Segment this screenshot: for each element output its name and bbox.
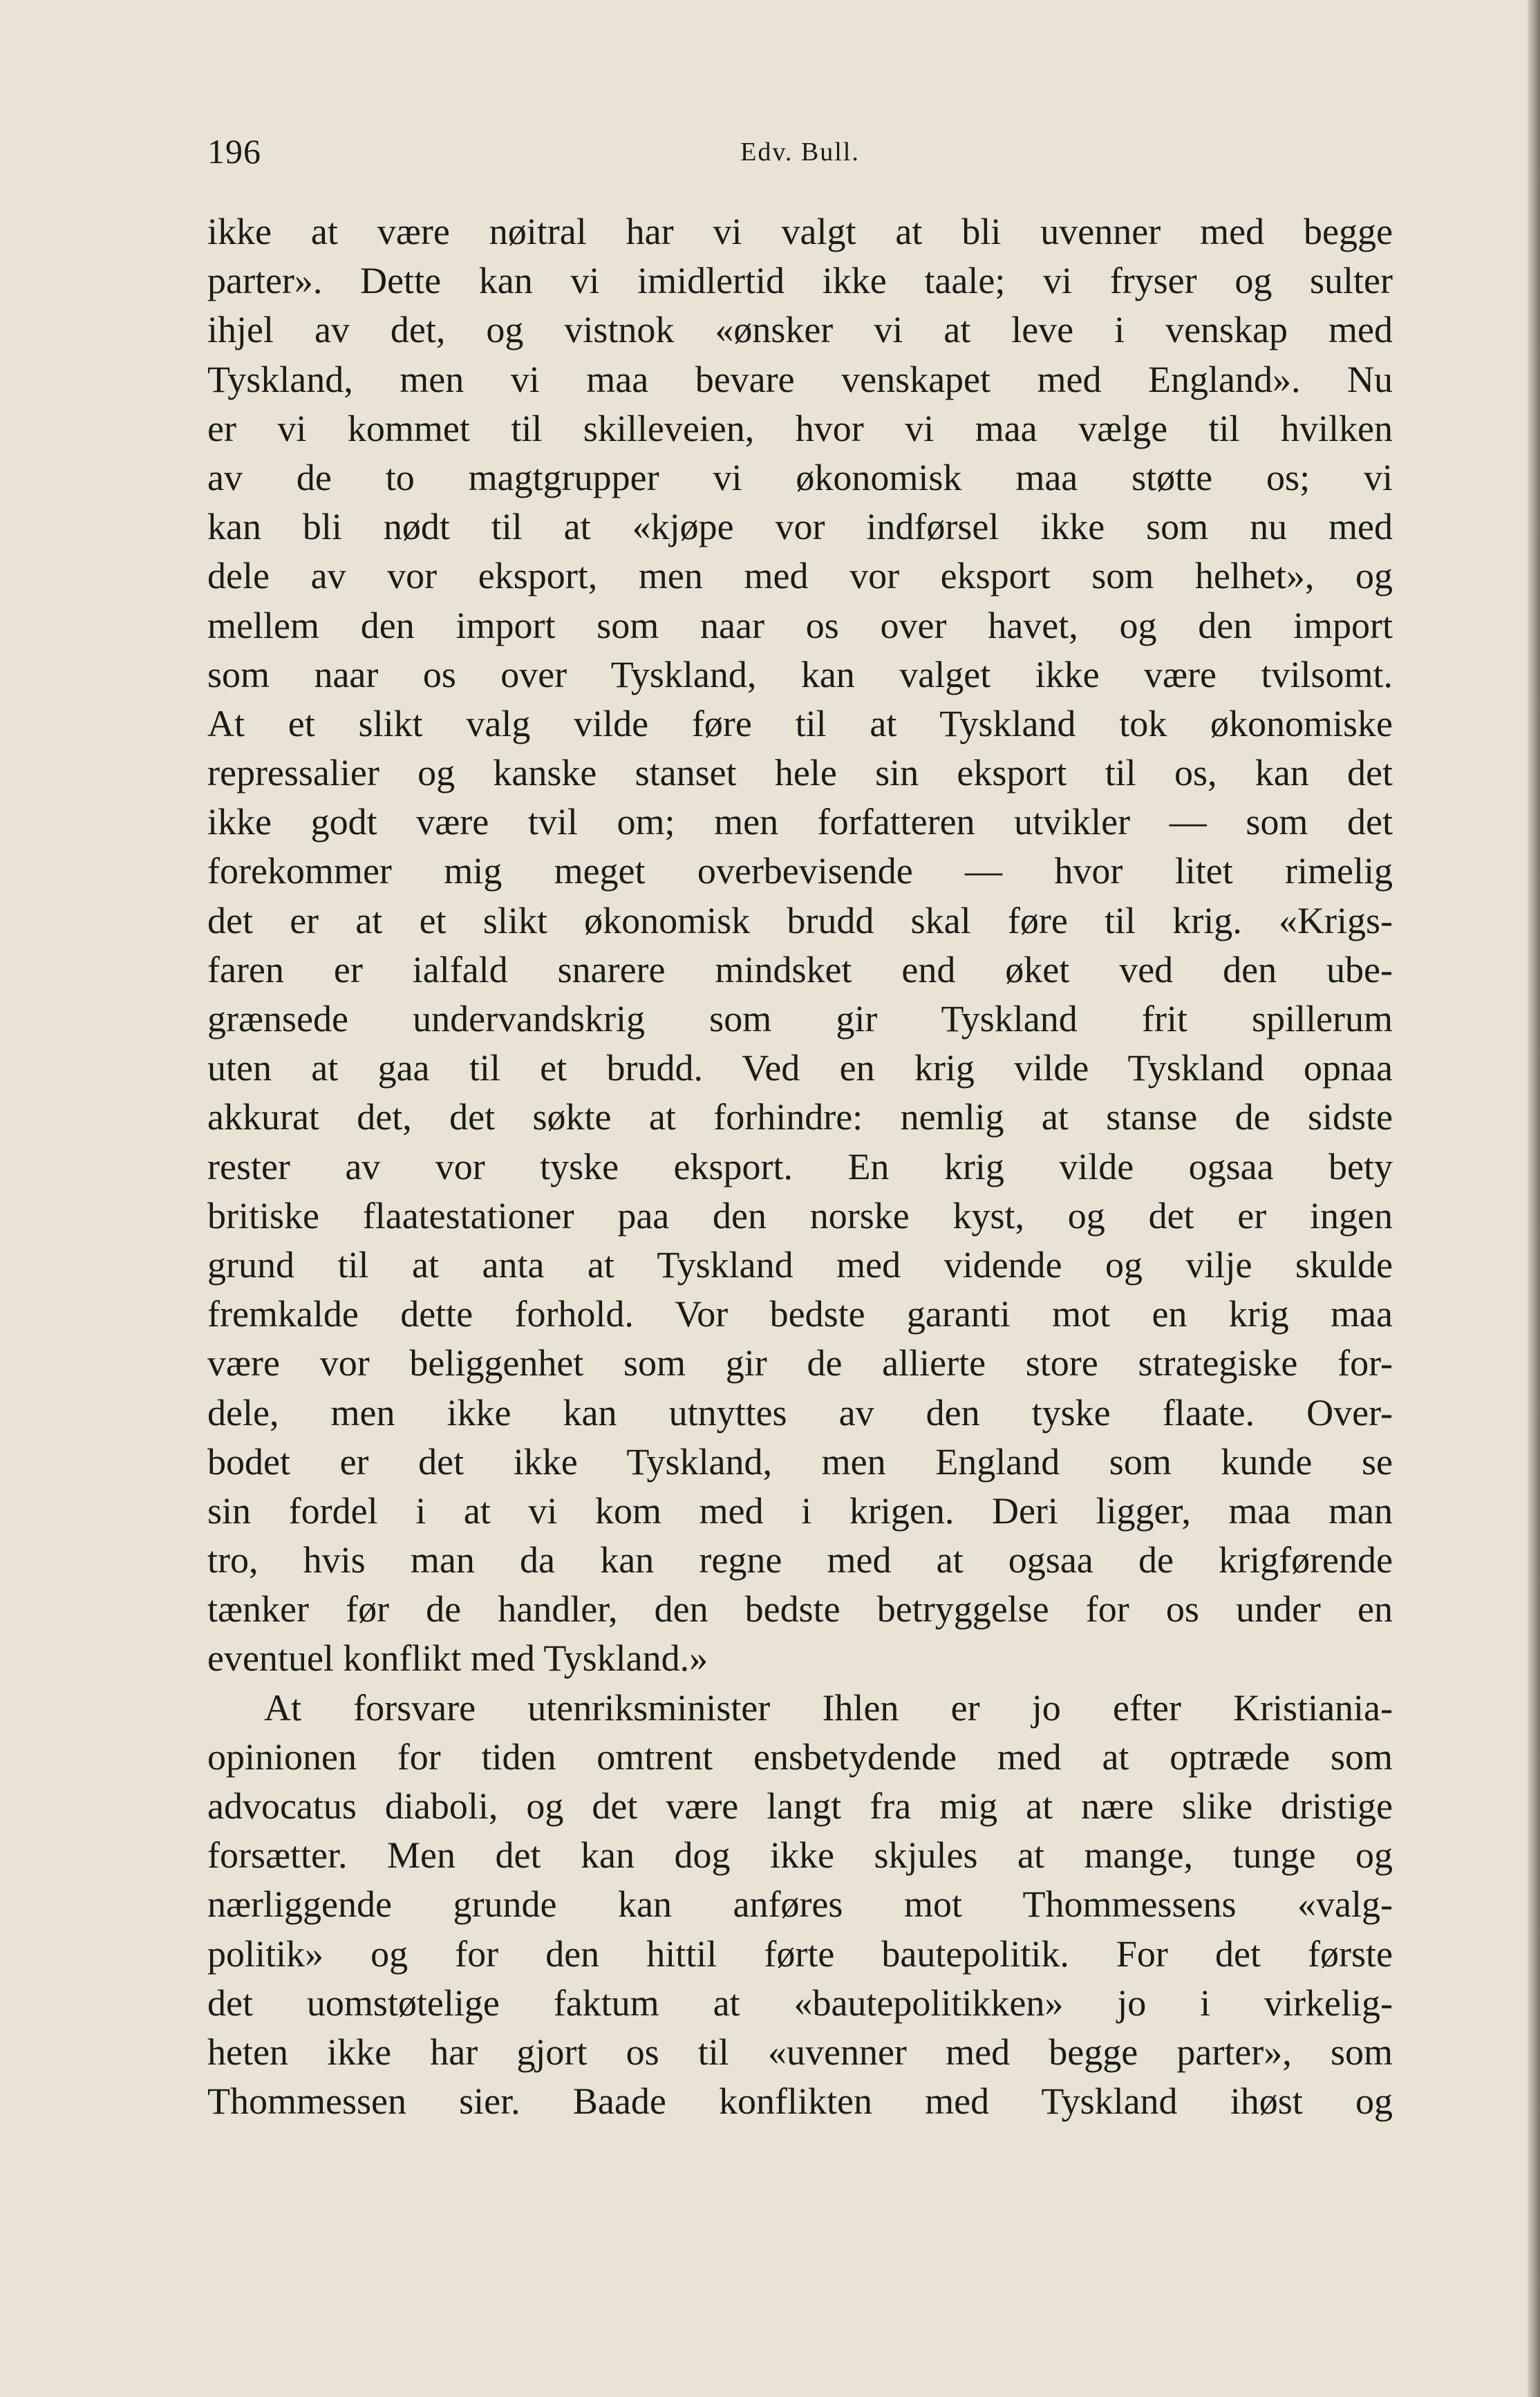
text-line: Thommessen sier. Baade konflikten med Tyskland ihøst og bbox=[207, 2080, 1393, 2123]
text-line: advocatus diaboli, og det være langt fra mig at nære slike dristige bbox=[207, 1785, 1393, 1827]
text-line: tænker før de handler, den bedste betryggelse for os under en bbox=[207, 1588, 1393, 1630]
text-line: være vor beliggenhet som gir de allierte store strategiske for- bbox=[207, 1342, 1393, 1384]
running-head bbox=[207, 131, 1393, 180]
text-line: av de to magtgrupper vi økonomisk maa støtte os; vi bbox=[207, 456, 1393, 498]
text-line: det er at et slikt økonomisk brudd skal føre til krig. «Krigs- bbox=[207, 899, 1393, 941]
text-line: politik» og for den hittil førte bautepolitik. For det første bbox=[207, 1933, 1393, 1975]
text-line: fremkalde dette forhold. Vor bedste garanti mot en krig maa bbox=[207, 1293, 1393, 1335]
text-line: kan bli nødt til at «kjøpe vor indførsel ikke som nu med bbox=[207, 506, 1393, 548]
text-line: ikke godt være tvil om; men forfatteren utvikler — som det bbox=[207, 801, 1393, 843]
text-line: uten at gaa til et brudd. Ved en krig vilde Tyskland opnaa bbox=[207, 1047, 1393, 1089]
text-line: som naar os over Tyskland, kan valget ikke være tvilsomt. bbox=[207, 653, 1393, 695]
text-line: faren er ialfald snarere mindsket end øket ved den ube- bbox=[207, 948, 1393, 990]
text-line: nærliggende grunde kan anføres mot Thommessens «valg- bbox=[207, 1883, 1393, 1926]
text-line: er vi kommet til skilleveien, hvor vi maa vælge til hvilken bbox=[207, 407, 1393, 449]
text-line: parter». Dette kan vi imidlertid ikke taale; vi fryser og sulter bbox=[207, 260, 1393, 302]
text-line: det uomstøtelige faktum at «bautepolitikken» jo i virkelig- bbox=[207, 1982, 1393, 2024]
text-line: mellem den import som naar os over havet, og den import bbox=[207, 604, 1393, 646]
text-line: bodet er det ikke Tyskland, men England som kunde se bbox=[207, 1440, 1393, 1483]
text-line: ikke at være nøitral har vi valgt at bli uvenner med begge bbox=[207, 211, 1393, 252]
text-line: dele av vor eksport, men med vor eksport som helhet», og bbox=[207, 555, 1393, 597]
text-line: tro, hvis man da kan regne med at ogsaa de krigførende bbox=[207, 1539, 1393, 1581]
text-line: sin fordel i at vi kom med i krigen. Deri ligger, maa man bbox=[207, 1489, 1393, 1532]
text-line: ihjel av det, og vistnok «ønsker vi at leve i venskap med bbox=[207, 309, 1393, 351]
text-line: eventuel konflikt med Tyskland.» bbox=[207, 1637, 708, 1680]
text-line: akkurat det, det søkte at forhindre: nemlig at stanse de sidste bbox=[207, 1096, 1393, 1138]
page-edge-shadow bbox=[1528, 0, 1540, 2397]
text-line: At et slikt valg vilde føre til at Tyskland tok økonomiske bbox=[207, 702, 1393, 744]
text-line: grund til at anta at Tyskland med vidende og vilje skulde bbox=[207, 1243, 1393, 1286]
running-title: Edv. Bull. bbox=[740, 138, 860, 167]
text-line: forekommer mig meget overbevisende — hvor litet rimelig bbox=[207, 850, 1393, 892]
text-line: heten ikke har gjort os til «uvenner med begge parter», som bbox=[207, 2031, 1393, 2073]
text-line: Tyskland, men vi maa bevare venskapet med England». Nu bbox=[207, 358, 1393, 400]
text-line: forsætter. Men det kan dog ikke skjules at mange, tunge og bbox=[207, 1834, 1393, 1877]
text-line: At forsvare utenriksminister Ihlen er jo efter Kristiania- bbox=[264, 1686, 1393, 1729]
text-line: opinionen for tiden omtrent ensbetydende med at optræde som bbox=[207, 1736, 1393, 1778]
text-line: grænsede undervandskrig som gir Tyskland frit spillerum bbox=[207, 998, 1393, 1040]
body-text bbox=[207, 207, 1393, 2126]
text-line: rester av vor tyske eksport. En krig vilde ogsaa bety bbox=[207, 1145, 1393, 1187]
text-line: dele, men ikke kan utnyttes av den tyske flaate. Over- bbox=[207, 1391, 1393, 1434]
text-line: repressalier og kanske stanset hele sin eksport til os, kan det bbox=[207, 752, 1393, 794]
text-line: britiske flaatestationer paa den norske kyst, og det er ingen bbox=[207, 1194, 1393, 1237]
page-number: 196 bbox=[207, 132, 261, 171]
